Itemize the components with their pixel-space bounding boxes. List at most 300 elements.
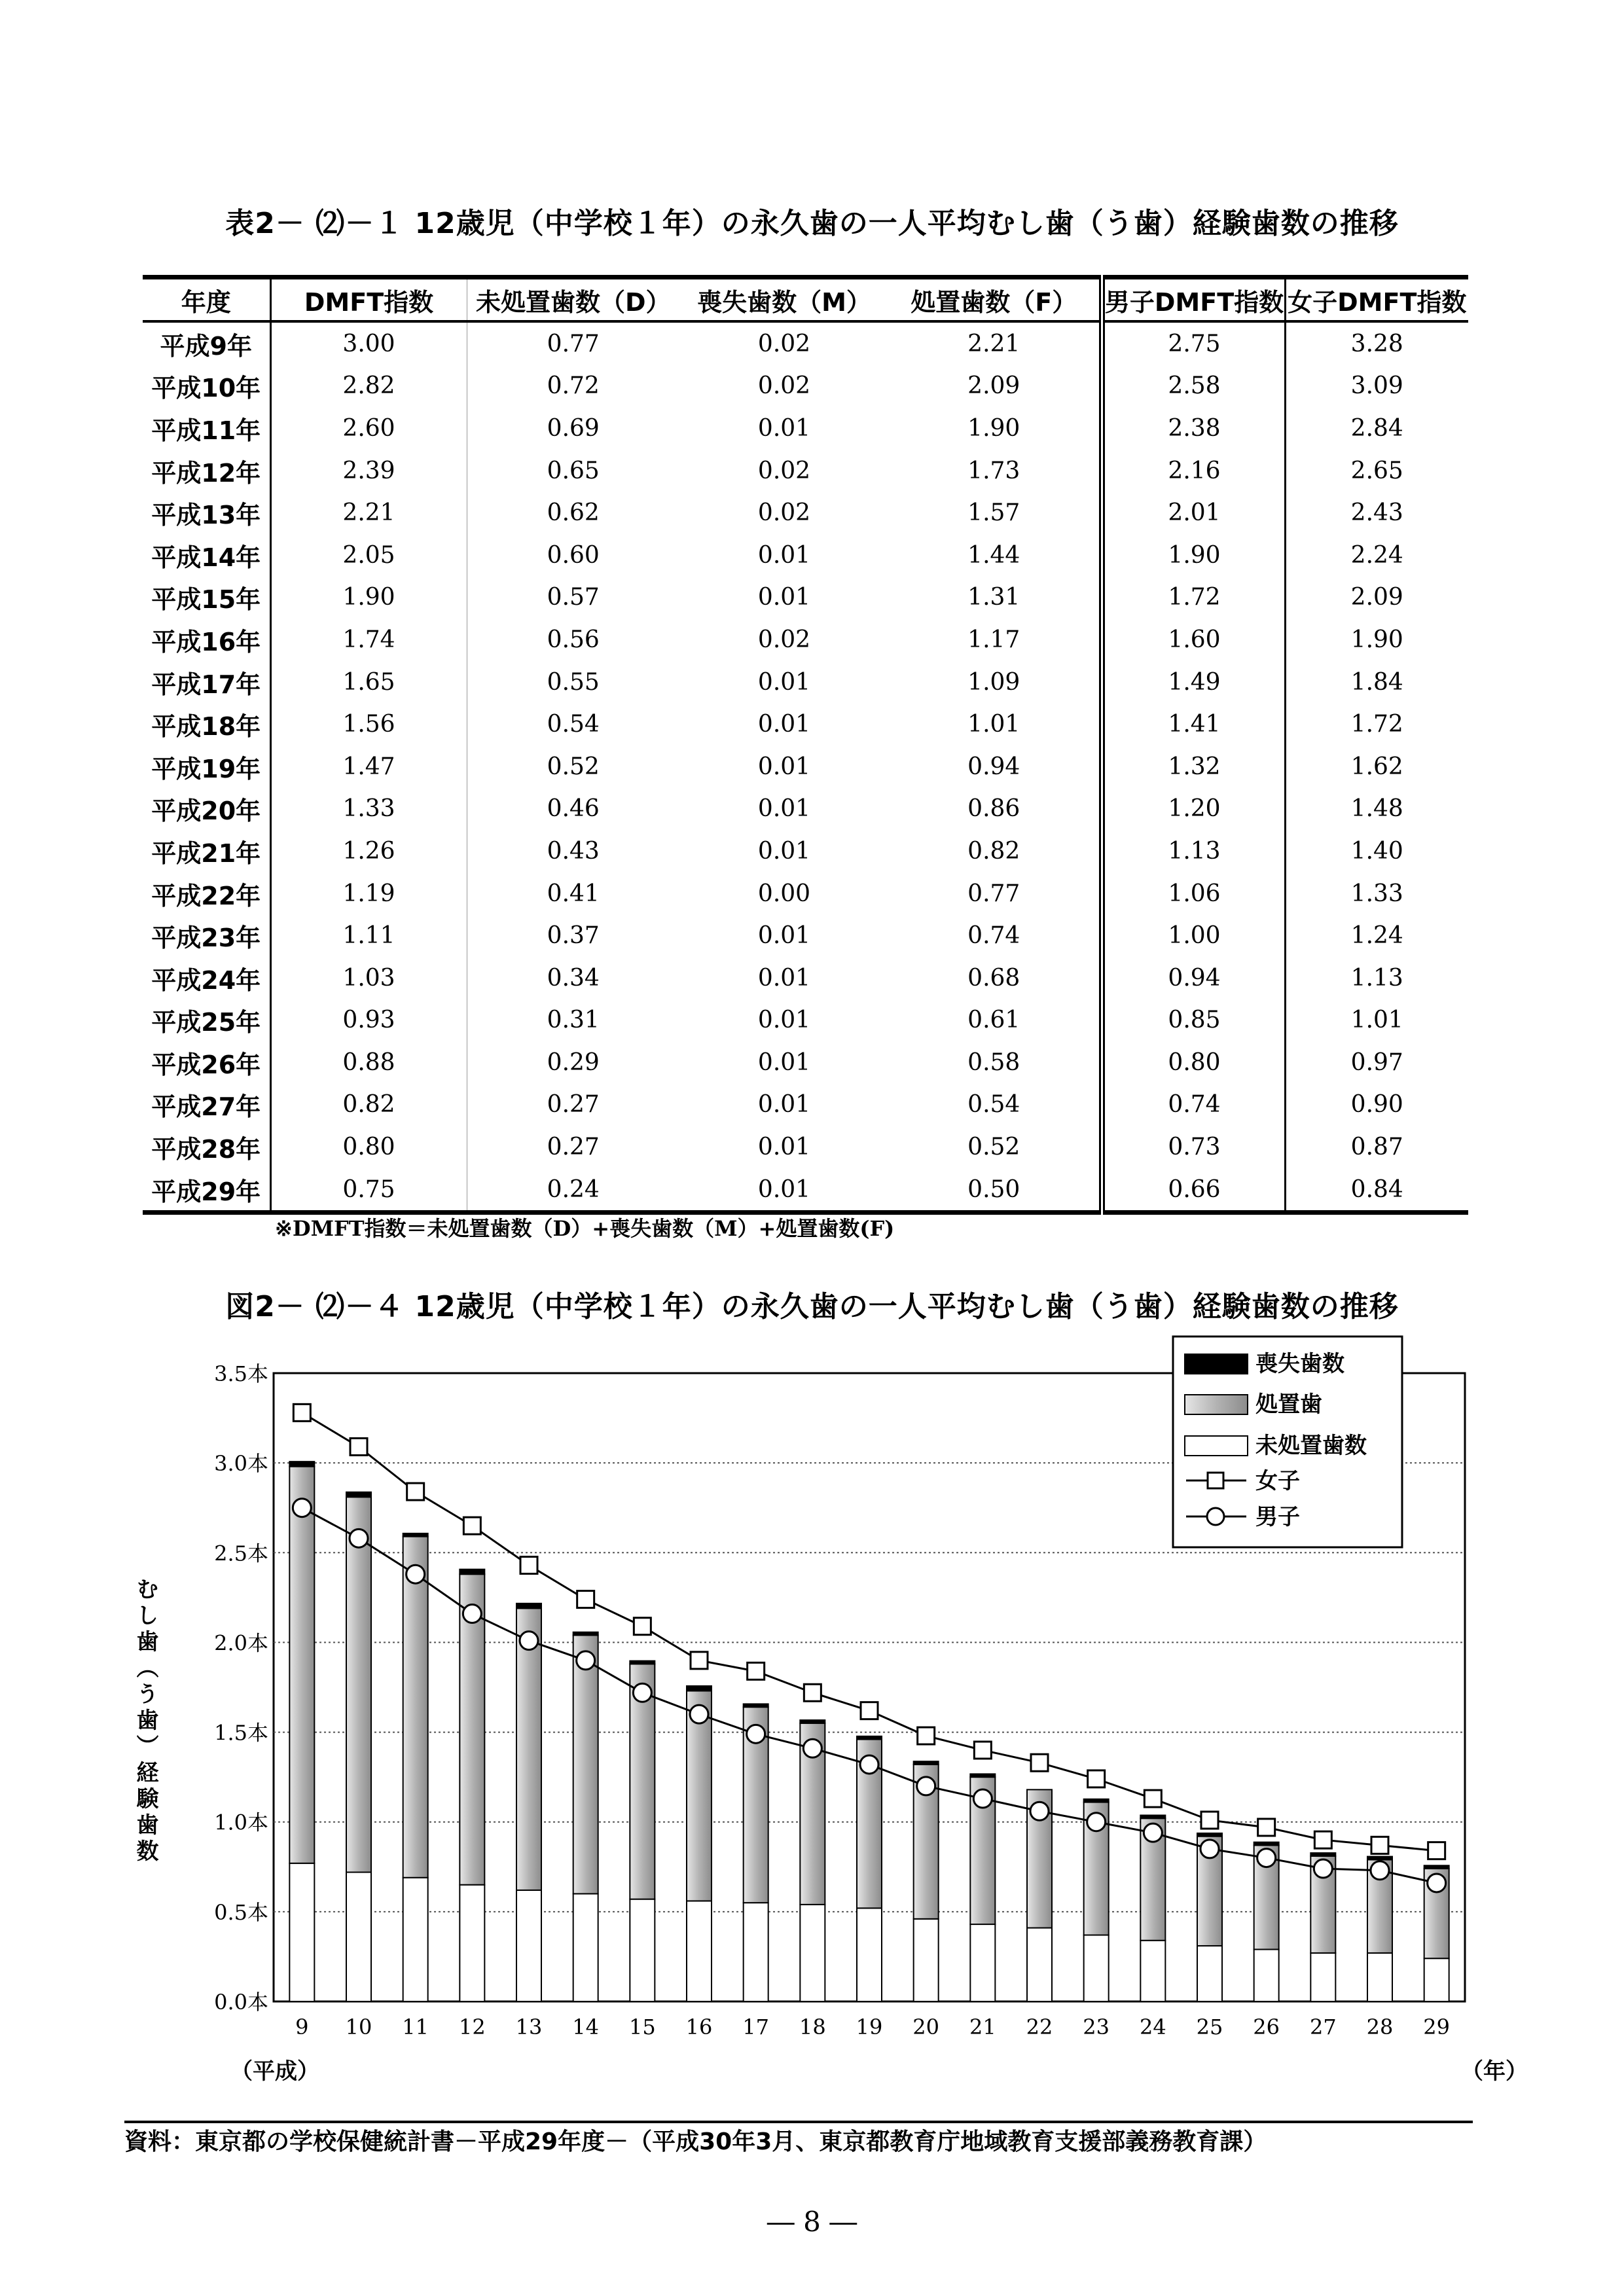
girls-marker [463,1517,480,1534]
table-row [143,703,1468,745]
x-tick-label: 15 [628,2015,656,2039]
cell-missing: 0.01 [757,964,811,992]
cell-girls-dmft: 1.90 [1350,626,1403,653]
cell-boys-dmft: 1.60 [1102,619,1285,661]
boys-marker [1200,1840,1219,1858]
cell-dmft: 0.88 [270,1041,467,1084]
bar-untreated [1424,1958,1449,2001]
cell-boys-dmft: 2.58 [1102,365,1285,408]
table-row [143,830,1468,872]
cell-missing: 0.01 [757,753,811,780]
cell-dmft: 1.65 [270,661,467,704]
bar-untreated [1197,1946,1222,2001]
cell-girls-dmft: 2.43 [1350,499,1403,527]
y-tick-label: 1.5本 [214,1720,268,1746]
girls-marker [691,1652,708,1669]
cell-filled: 1.73 [889,450,1102,492]
cell-filled: 1.44 [889,534,1102,577]
boys-marker [633,1683,651,1702]
cell-missing: 0.01 [757,414,811,442]
cell-filled: 0.74 [889,914,1102,957]
cell-filled: 1.01 [889,703,1102,745]
legend-label: 男子 [1255,1504,1300,1530]
bar-missing [1254,1842,1279,1846]
girls-marker [577,1591,594,1608]
cell-girls-dmft: 0.84 [1285,1168,1468,1213]
cell-decayed: 0.41 [547,880,600,907]
girls-marker [861,1702,878,1719]
header-missing: 喪失歯数（M） [679,278,889,322]
x-tick-label: 22 [1026,2015,1053,2039]
girls-marker [293,1404,310,1421]
table-row [143,577,1468,619]
cell-boys-dmft: 1.72 [1102,577,1285,619]
cell-boys-dmft: 1.20 [1102,788,1285,831]
table-row [143,745,1468,788]
table-row [143,1168,1468,1213]
cell-filled: 1.90 [889,407,1102,450]
cell-filled: 0.61 [889,999,1102,1042]
boys-marker [917,1777,935,1795]
x-tick-label: 23 [1083,2015,1110,2039]
cell-year: 平成20年 [143,788,270,831]
cell-year: 平成9年 [143,321,270,365]
cell-missing: 0.02 [757,457,811,484]
bar-missing [1310,1853,1335,1856]
cell-decayed: 0.52 [547,753,600,780]
page-number: ― 8 ― [767,2206,857,2238]
cell-missing: 0.02 [757,372,811,400]
cell-year: 平成13年 [143,492,270,534]
cell-year: 平成27年 [143,1084,270,1126]
cell-boys-dmft: 1.49 [1102,661,1285,704]
cell-dmft: 0.82 [270,1084,467,1126]
cell-dmft: 1.47 [270,745,467,788]
cell-filled: 0.52 [889,1126,1102,1168]
boys-marker [973,1789,992,1808]
cell-dmft: 2.60 [270,407,467,450]
x-tick-label: 27 [1309,2015,1337,2039]
bar-missing [687,1686,712,1691]
table-row [143,788,1468,831]
cell-dmft: 2.82 [270,365,467,408]
cell-girls-dmft: 3.09 [1350,372,1403,400]
y-tick-label: 1.0本 [214,1810,268,1835]
cell-year: 平成12年 [143,450,270,492]
cell-boys-dmft: 2.75 [1102,321,1285,365]
cell-year: 平成15年 [143,577,270,619]
cell-year: 平成24年 [143,957,270,999]
cell-missing: 0.01 [679,1168,889,1213]
x-tick-label: 28 [1366,2015,1394,2039]
y-tick-label: 0.5本 [214,1899,268,1925]
girls-marker [1144,1790,1161,1807]
bar-untreated [970,1924,995,2001]
girls-marker [350,1438,367,1455]
table-row [143,450,1468,492]
cell-girls-dmft: 1.33 [1350,880,1403,907]
boys-marker [577,1651,595,1670]
cell-year: 平成29年 [143,1168,270,1213]
table-row [143,661,1468,704]
legend-marker-circle [1207,1508,1224,1525]
cell-boys-dmft: 0.85 [1102,999,1285,1042]
cell-missing: 0.01 [757,668,811,696]
cell-boys-dmft: 0.80 [1102,1041,1285,1084]
x-axis-end-label: （年） [1461,2058,1528,2085]
cell-dmft: 1.90 [270,577,467,619]
cell-decayed: 0.77 [547,330,600,357]
cell-missing: 0.02 [757,330,811,357]
bar-untreated [289,1863,314,2001]
boys-marker [1371,1861,1389,1880]
cell-filled: 0.50 [889,1168,1102,1213]
cell-decayed: 0.69 [547,414,600,442]
header-girls-dmft: 女子DMFT指数 [1285,278,1468,322]
cell-dmft: 1.74 [270,619,467,661]
cell-girls-dmft: 1.62 [1350,753,1403,780]
table-title: 表2－ ⑵－１ 12歳児（中学校１年）の永久歯の一人平均むし歯（う歯）経験歯数の推移 [225,207,1399,240]
cell-year: 平成18年 [143,703,270,745]
table-header-row [143,278,1468,322]
table-body [143,321,1468,1213]
bar-missing [573,1632,598,1636]
x-tick-label: 11 [402,2015,429,2039]
boys-marker [1257,1849,1276,1867]
cell-missing: 0.01 [757,922,811,950]
boys-marker [293,1499,311,1517]
bar-missing [346,1492,371,1497]
girls-marker [1031,1754,1048,1771]
bar-untreated [744,1903,768,2001]
bar-untreated [857,1908,882,2001]
cell-year: 平成16年 [143,619,270,661]
cell-girls-dmft: 2.24 [1350,541,1403,569]
table-row [143,619,1468,661]
bar-untreated [573,1893,598,2001]
x-tick-label: 18 [799,2015,826,2039]
boys-marker [747,1725,765,1743]
bar-missing [800,1720,825,1723]
cell-boys-dmft: 0.66 [1102,1168,1285,1213]
table-row [143,365,1468,408]
cell-filled: 2.21 [889,321,1102,365]
cell-decayed: 0.34 [547,964,600,992]
cell-missing: 0.01 [757,1007,811,1034]
cell-girls-dmft: 0.87 [1350,1134,1403,1161]
cell-missing: 0.01 [757,1049,811,1076]
bar-untreated [800,1905,825,2001]
girls-marker [1201,1812,1218,1829]
cell-decayed: 0.54 [547,711,600,738]
header-dmft: DMFT指数 [270,278,467,322]
bar-untreated [1084,1935,1109,2001]
legend-marker-square [1208,1473,1223,1488]
legend-label: 未処置歯数 [1255,1433,1367,1459]
x-tick-label: 12 [458,2015,486,2039]
bar-missing [1424,1865,1449,1869]
x-tick-label: 24 [1139,2015,1166,2039]
cell-missing: 0.00 [757,880,811,907]
cell-dmft: 1.11 [270,914,467,957]
boys-marker [520,1632,538,1650]
cell-girls-dmft: 2.65 [1350,457,1403,484]
girls-marker [804,1684,821,1701]
cell-dmft: 2.05 [270,534,467,577]
bar-untreated [346,1873,371,2001]
cell-decayed: 0.65 [547,457,600,484]
cell-boys-dmft: 1.06 [1102,872,1285,915]
cell-year: 平成11年 [143,407,270,450]
girls-marker [407,1483,424,1500]
legend-label: 女子 [1255,1468,1300,1494]
girls-marker [974,1742,991,1759]
boys-marker [350,1529,368,1547]
cell-dmft: 2.21 [270,492,467,534]
legend-swatch-untreated [1185,1436,1248,1456]
cell-filled: 1.17 [889,619,1102,661]
bar-missing [857,1736,882,1740]
table-row [143,492,1468,534]
cell-girls-dmft: 1.72 [1350,711,1403,738]
table-row [143,407,1468,450]
bar-untreated [1310,1953,1335,2001]
x-tick-label: 14 [572,2015,600,2039]
x-tick-label: 29 [1423,2015,1451,2039]
boys-marker [1030,1802,1049,1820]
y-axis-label: むし歯（う歯）経験歯数 [132,1577,158,1865]
bar-missing [970,1774,995,1777]
x-tick-label: 26 [1253,2015,1280,2039]
cell-year: 平成14年 [143,534,270,577]
cell-missing: 0.02 [757,499,811,527]
cell-filled: 0.86 [889,788,1102,831]
cell-decayed: 0.27 [547,1091,600,1119]
cell-filled: 1.09 [889,661,1102,704]
bar-treated [403,1537,428,1878]
cell-filled: 0.68 [889,957,1102,999]
y-tick-label: 2.5本 [214,1541,268,1566]
cell-year: 平成17年 [143,661,270,704]
table-row [143,957,1468,999]
cell-decayed: 0.46 [547,795,600,823]
bar-untreated [516,1890,541,2001]
cell-year: 平成23年 [143,914,270,957]
bar-untreated [1254,1949,1279,2001]
bar-missing [744,1704,768,1707]
cell-dmft: 0.75 [270,1168,467,1213]
bar-untreated [403,1878,428,2001]
table-row [143,914,1468,957]
x-tick-label: 9 [295,2015,309,2039]
header-filled: 処置歯数（F） [889,278,1102,322]
cell-girls-dmft: 0.90 [1350,1091,1403,1119]
x-tick-label: 13 [515,2015,543,2039]
cell-filled: 0.58 [889,1041,1102,1084]
legend-swatch-missing [1185,1354,1248,1374]
cell-year: 平成22年 [143,872,270,915]
cell-dmft: 0.80 [270,1126,467,1168]
y-tick-label: 3.0本 [214,1451,268,1477]
x-tick-label: 19 [856,2015,883,2039]
cell-boys-dmft: 2.01 [1102,492,1285,534]
cell-missing: 0.01 [757,1134,811,1161]
boys-marker [1314,1859,1332,1878]
x-tick-label: 20 [912,2015,940,2039]
bar-missing [1197,1833,1222,1837]
bar-missing [1367,1857,1392,1860]
bar-missing [460,1570,484,1574]
bar-untreated [1367,1953,1392,2001]
header-year: 年度 [143,278,270,322]
bar-missing [403,1534,428,1537]
cell-missing: 0.01 [757,795,811,823]
bar-treated [346,1497,371,1872]
table-row [143,872,1468,915]
cell-decayed: 0.43 [547,837,600,865]
cell-decayed: 0.56 [547,626,600,653]
cell-filled: 0.94 [889,745,1102,788]
cell-boys-dmft: 1.13 [1102,830,1285,872]
boys-marker [690,1705,708,1723]
cell-dmft: 1.33 [270,788,467,831]
cell-dmft: 3.00 [270,321,467,365]
legend-swatch-treated [1185,1395,1248,1414]
boys-marker [406,1565,425,1583]
cell-girls-dmft: 1.24 [1350,922,1403,950]
cell-missing: 0.01 [757,711,811,738]
cell-year: 平成10年 [143,365,270,408]
cell-boys-dmft: 0.94 [1102,957,1285,999]
girls-marker [1258,1819,1275,1836]
cell-filled: 2.09 [889,365,1102,408]
bar-missing [914,1761,939,1765]
bar-treated [573,1635,598,1893]
table-row [143,321,1468,365]
cell-boys-dmft: 1.90 [1102,534,1285,577]
boys-marker [1144,1823,1162,1842]
cell-filled: 1.31 [889,577,1102,619]
girls-marker [1314,1831,1331,1848]
cell-decayed: 0.62 [547,499,600,527]
table-row [143,1041,1468,1084]
girls-marker [748,1662,765,1679]
boys-marker [463,1605,481,1623]
y-tick-label: 3.5本 [214,1361,268,1386]
cell-decayed: 0.24 [467,1168,679,1213]
cell-boys-dmft: 0.73 [1102,1126,1285,1168]
cell-girls-dmft: 1.48 [1350,795,1403,823]
header-boys-dmft: 男子DMFT指数 [1102,278,1285,322]
girls-marker [1428,1842,1445,1859]
cell-missing: 0.01 [757,1091,811,1119]
bar-treated [289,1467,314,1863]
cell-girls-dmft: 2.84 [1350,414,1403,442]
y-tick-label: 2.0本 [214,1630,268,1656]
boys-marker [860,1755,878,1774]
cell-filled: 0.77 [889,872,1102,915]
cell-decayed: 0.37 [547,922,600,950]
table-row [143,1084,1468,1126]
cell-year: 平成19年 [143,745,270,788]
legend-label: 処置歯 [1255,1391,1322,1418]
table-row [143,534,1468,577]
girls-marker [1371,1837,1388,1854]
bar-untreated [687,1901,712,2001]
cell-girls-dmft: 0.97 [1350,1049,1403,1076]
table-row [143,999,1468,1042]
dmft-chart [0,1309,1624,2094]
cell-decayed: 0.57 [547,584,600,611]
header-decayed: 未処置歯数（D） [467,278,679,322]
cell-year: 平成25年 [143,999,270,1042]
dmft-table [143,275,1468,1215]
cell-girls-dmft: 2.09 [1350,584,1403,611]
bar-missing [1084,1799,1109,1803]
x-axis-start-label: （平成） [230,2058,319,2085]
table-row [143,1126,1468,1168]
x-tick-label: 16 [685,2015,713,2039]
cell-year: 平成21年 [143,830,270,872]
cell-dmft: 1.56 [270,703,467,745]
bar-untreated [914,1919,939,2001]
cell-boys-dmft: 1.00 [1102,914,1285,957]
table-note: ※DMFT指数＝未処置歯数（D）+喪失歯数（M）+処置歯数(F) [275,1216,895,1241]
cell-missing: 0.01 [757,584,811,611]
bar-missing [1140,1815,1165,1818]
girls-marker [918,1727,935,1744]
cell-year: 平成26年 [143,1041,270,1084]
cell-decayed: 0.55 [547,668,600,696]
cell-boys-dmft: 1.41 [1102,703,1285,745]
x-tick-label: 10 [345,2015,372,2039]
bar-untreated [630,1899,655,2001]
cell-boys-dmft: 0.74 [1102,1084,1285,1126]
bar-missing [516,1604,541,1608]
cell-year: 平成28年 [143,1126,270,1168]
cell-decayed: 0.31 [547,1007,600,1034]
x-tick-label: 25 [1196,2015,1223,2039]
bar-missing [289,1462,314,1466]
bar-untreated [1027,1928,1052,2001]
cell-decayed: 0.27 [547,1134,600,1161]
bar-untreated [460,1885,484,2001]
cell-boys-dmft: 1.32 [1102,745,1285,788]
x-tick-label: 17 [742,2015,770,2039]
cell-missing: 0.01 [757,541,811,569]
cell-dmft: 1.26 [270,830,467,872]
cell-missing: 0.02 [757,626,811,653]
bar-untreated [1140,1941,1165,2001]
cell-dmft: 2.39 [270,450,467,492]
cell-dmft: 1.19 [270,872,467,915]
cell-filled: 0.54 [889,1084,1102,1126]
legend-label: 喪失歯数 [1255,1351,1344,1377]
cell-decayed: 0.60 [547,541,600,569]
x-tick-label: 21 [969,2015,996,2039]
cell-filled: 1.57 [889,492,1102,534]
cell-girls-dmft: 1.13 [1350,964,1403,992]
bar-missing [630,1661,655,1664]
y-tick-label: 0.0本 [214,1990,268,2015]
cell-boys-dmft: 2.16 [1102,450,1285,492]
source-text: 資料：東京都の学校保健統計書－平成29年度－（平成30年3月、東京都教育庁地域教育支援部義務教育課） [124,2128,1267,2155]
cell-boys-dmft: 2.38 [1102,407,1285,450]
cell-filled: 0.82 [889,830,1102,872]
boys-marker [803,1739,821,1757]
cell-decayed: 0.72 [547,372,600,400]
cell-girls-dmft: 3.28 [1350,330,1403,357]
